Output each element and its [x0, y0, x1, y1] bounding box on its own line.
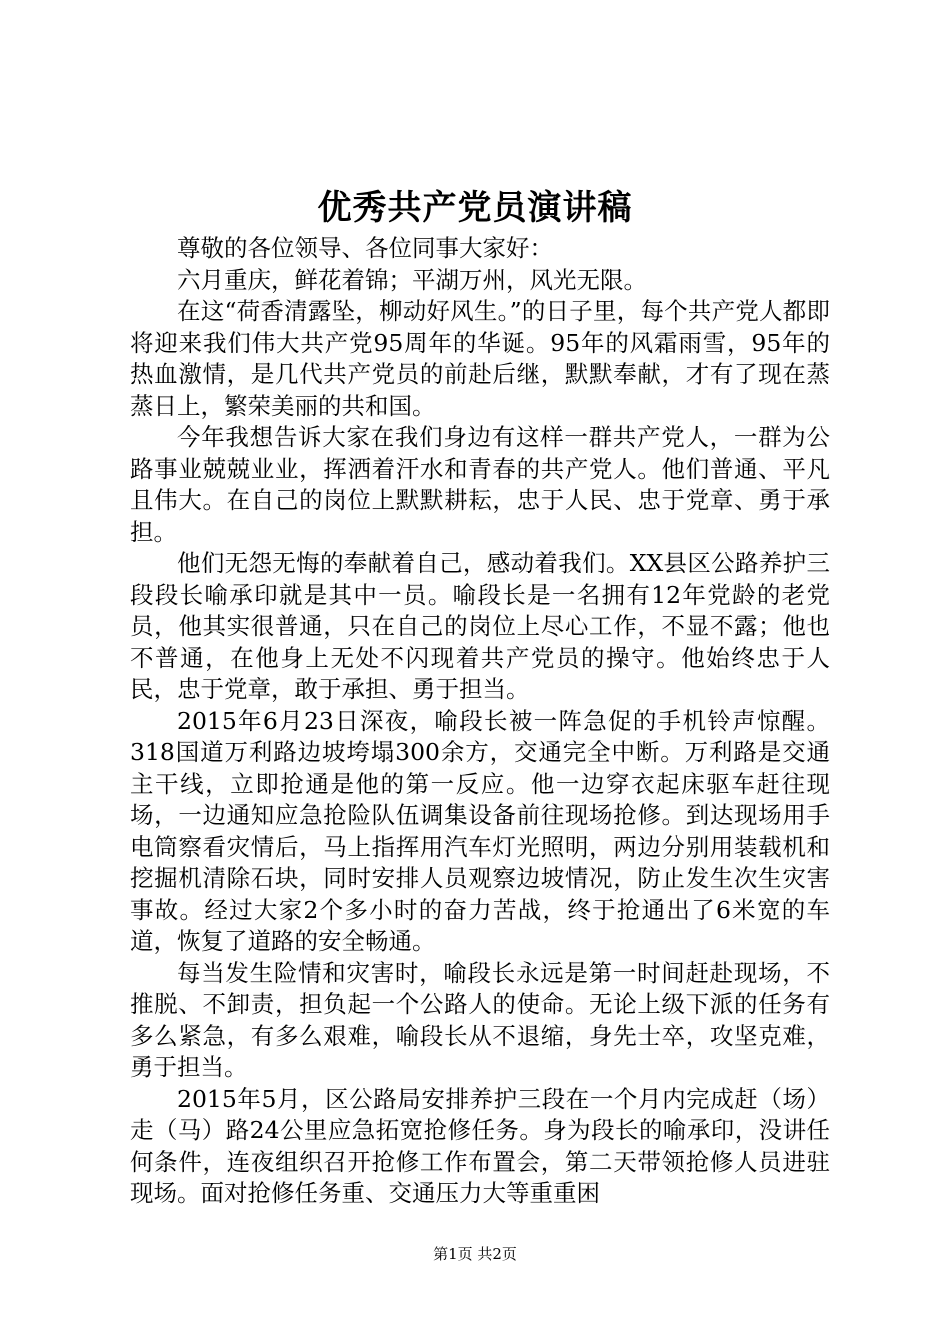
paragraph: 2015年5月，区公路局安排养护三段在一个月内完成赶（场）走（马）路24公里应急拓宽抢修任务。身为段长的喻承印，没讲任何条件，连夜组织召开抢修工作布置会，第二天带领抢修人员进驻现场。面对抢修任务重、交通压力大等重重困 [130, 1084, 830, 1207]
paragraph: 他们无怨无悔的奉献着自己，感动着我们。XX县区公路养护三段段长喻承印就是其中一员。喻段长是一名拥有12年党龄的老党员，他其实很普通，只在自己的岗位上尽心工作，不显不露；他也不普通，在他身上无处不闪现着共产党员的操守。他始终忠于人民，忠于党章，敢于承担、勇于担当。 [130, 549, 830, 703]
paragraph: 2015年6月23日深夜，喻段长被一阵急促的手机铃声惊醒。318国道万利路边坡垮塌300余方，交通完全中断。万利路是交通主干线，立即抢通是他的第一反应。他一边穿衣起床驱车赶往现场，一边通知应急抢险队伍调集设备前往现场抢修。到达现场用手电筒察看灾情后，马上指挥用汽车灯光照明，两边分别用装载机和挖掘机清除石块，同时安排人员观察边坡情况，防止发生次生灾害事故。经过大家2个多小时的奋力苦战，终于抢通出了6米宽的车道，恢复了道路的安全畅通。 [130, 706, 830, 955]
document-body [130, 233, 830, 1210]
paragraph: 今年我想告诉大家在我们身边有这样一群共产党人，一群为公路事业兢兢业业，挥洒着汗水和青春的共产党人。他们普通、平凡且伟大。在自己的岗位上默默耕耘，忠于人民、忠于党章、勇于承担。 [130, 423, 830, 546]
paragraph: 在这“荷香清露坠，柳动好风生。”的日子里，每个共产党人都即将迎来我们伟大共产党95周年的华诞。95年的风霜雨雪，95年的热血激情，是几代共产党员的前赴后继，默默奉献，才有了现在蒸蒸日上，繁荣美丽的共和国。 [130, 297, 830, 420]
page-number-footer: 第1页 共2页 [433, 1245, 517, 1263]
document-title: 优秀共产党员演讲稿 [317, 188, 633, 228]
paragraph: 每当发生险情和灾害时，喻段长永远是第一时间赶赴现场，不推脱、不卸责，担负起一个公路人的使命。无论上级下派的任务有多么紧急，有多么艰难，喻段长从不退缩，身先士卒，攻坚克难，勇于担当。 [130, 958, 830, 1081]
paragraph: 六月重庆，鲜花着锦；平湖万州，风光无限。 [177, 265, 647, 294]
paragraph-greeting: 尊敬的各位领导、各位同事大家好： [177, 234, 553, 262]
